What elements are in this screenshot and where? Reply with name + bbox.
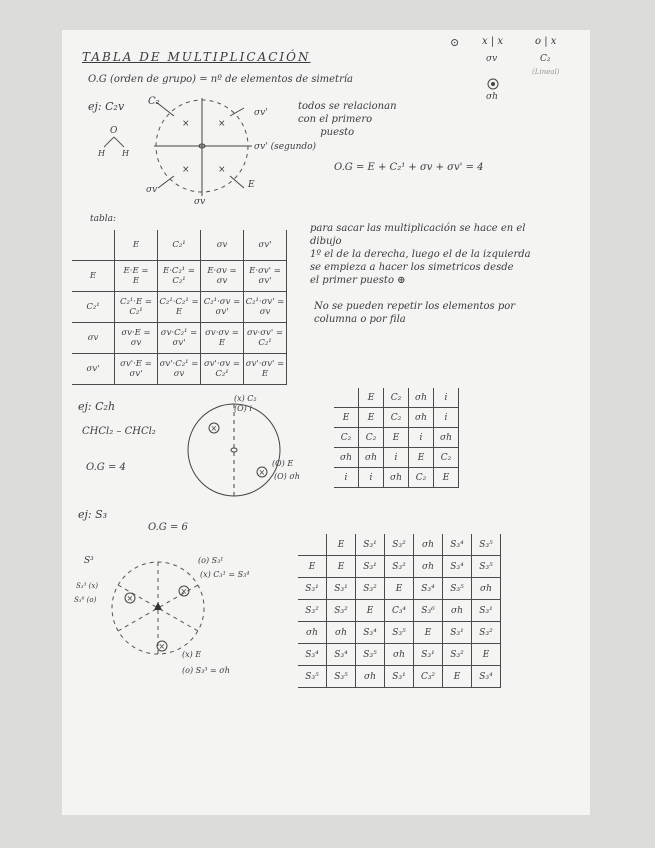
example2-label: ej: C₂h — [78, 400, 116, 413]
c2v-table-cell-0-0 — [72, 230, 115, 261]
c2h-table-cell-3-3: E — [409, 448, 434, 468]
c2v-table-cell-1-4: E·σv' = σv' — [244, 261, 287, 292]
c2h-table-cell-1-2: C₂ — [384, 408, 409, 428]
s3-table-cell-5-1: S₃⁴ — [327, 644, 356, 666]
c2v-table-cell-1-1: E·E = E — [115, 261, 158, 292]
notebook-page — [62, 30, 590, 815]
molecule-bonds — [100, 135, 130, 151]
c2h-table-row-1 — [334, 408, 459, 428]
s3-table-row-6 — [298, 666, 501, 688]
svg-text:×: × — [210, 424, 218, 433]
c2v-table-cell-4-1: σv'·E = σv' — [115, 354, 158, 385]
c2v-c2-label: C₂ — [148, 96, 160, 107]
s3-table-cell-1-6: S₃⁵ — [472, 556, 501, 578]
c2h-table-cell-2-4: σh — [434, 428, 459, 448]
corner-o-symbol: o | x — [535, 36, 557, 47]
multiplication-method-note: para sacar las multiplicación se hace en el dibujo 1º el de la derecha, luego el de la izquierda se empieza a hacer los simetricos desde el primer puesto ⊕ — [310, 223, 531, 286]
molecule-h1: H — [98, 149, 105, 158]
example2-og: O.G = 4 — [86, 462, 126, 473]
s3-table-cell-2-0: S₃¹ — [298, 578, 327, 600]
c2h-table-cell-0-1: E — [359, 388, 384, 408]
c2v-svprime-label: σv' — [254, 108, 268, 118]
c2h-table-cell-3-4: C₂ — [434, 448, 459, 468]
c2h-r2-label: (O) σh — [274, 472, 300, 481]
s3-table-cell-0-4: σh — [414, 534, 443, 556]
c2v-table-row-2 — [72, 292, 287, 323]
c2h-table-cell-1-0: E — [334, 408, 359, 428]
s3-table-cell-3-6: S₃¹ — [472, 600, 501, 622]
example2-formula: CHCl₂ – CHCl₂ — [82, 426, 156, 437]
c2v-sv-label: σv — [146, 185, 158, 195]
c2v-table-cell-1-2: E·C₂¹ = C₂¹ — [158, 261, 201, 292]
svg-text:×: × — [258, 468, 266, 477]
c2v-table-cell-0-2: C₂¹ — [158, 230, 201, 261]
c2h-table-cell-4-3: C₂ — [409, 468, 434, 488]
s3-table-cell-4-6: S₃² — [472, 622, 501, 644]
example3-label: ej: S₃ — [78, 508, 108, 521]
c2v-table-cell-4-4: σv'·σv' = E — [244, 354, 287, 385]
c2v-table-cell-3-1: σv·E = σv — [115, 323, 158, 354]
order-definition: O.G (orden de grupo) = nº de elementos de simetría — [88, 74, 354, 85]
c2h-diagram — [190, 402, 300, 502]
s3-table-cell-0-3: S₃² — [385, 534, 414, 556]
c2h-table-cell-4-2: σh — [384, 468, 409, 488]
c2h-table-row-2 — [334, 428, 459, 448]
page-title: TABLA DE MULTIPLICACIÓN — [82, 50, 311, 64]
molecule-h2: H — [122, 149, 129, 158]
example3-og: O.G = 6 — [148, 522, 188, 533]
c2v-table-cell-1-0: E — [72, 261, 115, 292]
c2h-table-cell-0-3: σh — [409, 388, 434, 408]
s3-table-cell-1-3: S₃² — [385, 556, 414, 578]
s3-r1-label: (o) S₃¹ — [198, 556, 224, 565]
c2h-table-cell-0-2: C₂ — [384, 388, 409, 408]
c2h-table-cell-3-1: σh — [359, 448, 384, 468]
s3-table-cell-6-1: S₃⁵ — [327, 666, 356, 688]
s3-table-cell-1-0: E — [298, 556, 327, 578]
molecule-o: O — [110, 126, 118, 136]
c2v-table-cell-4-0: σv' — [72, 354, 115, 385]
c2v-table-cell-2-1: C₂¹·E = C₂¹ — [115, 292, 158, 323]
c2h-table-cell-1-1: E — [359, 408, 384, 428]
c2h-table-row-3 — [334, 448, 459, 468]
c2v-table-cell-2-0: C₂¹ — [72, 292, 115, 323]
c2h-table-cell-0-0 — [334, 388, 359, 408]
s3-table-cell-6-2: σh — [356, 666, 385, 688]
corner-c2-note: (Lineal) — [532, 68, 560, 76]
corner-c2-label: C₂ — [540, 54, 551, 64]
s3-table-cell-4-4: E — [414, 622, 443, 644]
s3-table-cell-3-4: S₃⁶ — [414, 600, 443, 622]
c2v-table-cell-4-3: σv'·σv = C₂¹ — [201, 354, 244, 385]
s3-table-cell-6-6: S₃⁴ — [472, 666, 501, 688]
c2h-table-cell-2-3: i — [409, 428, 434, 448]
note-all-related: todos se relacionan con el primero puesto — [298, 101, 397, 138]
s3-table-cell-2-2: S₃² — [356, 578, 385, 600]
c2v-e-label: E — [248, 180, 255, 190]
c2h-table-cell-0-4: i — [434, 388, 459, 408]
s3-table-cell-3-1: S₃² — [327, 600, 356, 622]
c2h-r1-label: (O) E — [272, 459, 294, 468]
s3-table-cell-0-1: E — [327, 534, 356, 556]
s3-table-cell-2-6: σh — [472, 578, 501, 600]
corner-sh-label: σh — [486, 92, 498, 102]
s3-b1-label: (x) E — [182, 650, 202, 659]
c2v-table-cell-3-3: σv·σv = E — [201, 323, 244, 354]
s3-table-cell-0-0 — [298, 534, 327, 556]
corner-sv-label: σv — [486, 54, 498, 64]
s3-table-cell-1-2: S₃¹ — [356, 556, 385, 578]
s3-table-row-4 — [298, 622, 501, 644]
corner-circle-symbol: ⊙ — [450, 36, 460, 49]
repetition-rule-note: No se pueden repetir los elementos por columna o por fila — [314, 301, 516, 325]
s3-table-cell-4-3: S₃⁵ — [385, 622, 414, 644]
s3-table-cell-0-5: S₃⁴ — [443, 534, 472, 556]
s3-table-row-0 — [298, 534, 501, 556]
svg-text:×: × — [218, 165, 226, 175]
s3-table-cell-5-2: S₃⁵ — [356, 644, 385, 666]
c2h-table-cell-4-4: E — [434, 468, 459, 488]
c2v-svprime-plane-label: σv' (segundo) — [254, 142, 317, 152]
s3-table-cell-3-2: E — [356, 600, 385, 622]
s3-table-row-2 — [298, 578, 501, 600]
svg-text:×: × — [182, 165, 190, 175]
c2h-table-row-4 — [334, 468, 459, 488]
s3-table-cell-0-6: S₃⁵ — [472, 534, 501, 556]
s3-table-cell-0-2: S₃¹ — [356, 534, 385, 556]
s3-table-cell-5-3: σh — [385, 644, 414, 666]
s3-table-cell-4-0: σh — [298, 622, 327, 644]
s3-table-cell-3-3: C₃⁴ — [385, 600, 414, 622]
s3-table-cell-1-5: S₃⁴ — [443, 556, 472, 578]
s3-b2-label: (o) S₃³ = σh — [182, 666, 230, 675]
corner-x-symbol: x | x — [482, 36, 504, 47]
c2h-table-cell-4-0: i — [334, 468, 359, 488]
s3-table-cell-2-4: S₃⁴ — [414, 578, 443, 600]
c2v-table-row-1 — [72, 261, 287, 292]
s3-s2-label: S³ — [84, 556, 94, 566]
c2h-table-row-0 — [334, 388, 459, 408]
s3-table-cell-2-3: E — [385, 578, 414, 600]
c2h-table-cell-3-0: σh — [334, 448, 359, 468]
c2h-table-cell-1-4: i — [434, 408, 459, 428]
s3-table-cell-2-1: S₃¹ — [327, 578, 356, 600]
s3-table-cell-4-1: σh — [327, 622, 356, 644]
s3-multiplication-table — [298, 534, 501, 688]
s3-table-row-5 — [298, 644, 501, 666]
s3-table-cell-5-5: S₃² — [443, 644, 472, 666]
s3-l2-label: S₃⁶ (o) — [74, 596, 97, 604]
svg-text:×: × — [182, 119, 190, 129]
c2v-table-cell-1-3: E·σv = σv — [201, 261, 244, 292]
s3-table-cell-2-5: S₃⁵ — [443, 578, 472, 600]
c2v-multiplication-table — [72, 230, 287, 385]
c2v-table-cell-3-0: σv — [72, 323, 115, 354]
c2v-table-cell-2-4: C₂¹·σv' = σv — [244, 292, 287, 323]
c2h-table-cell-3-2: i — [384, 448, 409, 468]
s3-table-cell-5-6: E — [472, 644, 501, 666]
c2v-table-cell-2-2: C₂¹·C₂¹ = E — [158, 292, 201, 323]
s3-table-cell-5-4: S₃¹ — [414, 644, 443, 666]
c2v-table-row-4 — [72, 354, 287, 385]
svg-text:×: × — [126, 594, 134, 603]
s3-table-cell-4-5: S₃¹ — [443, 622, 472, 644]
c2v-table-cell-4-2: σv'·C₂¹ = σv — [158, 354, 201, 385]
s3-table-row-3 — [298, 600, 501, 622]
svg-text:×: × — [218, 119, 226, 129]
c2v-table-cell-0-1: E — [115, 230, 158, 261]
c2h-table-cell-2-1: C₂ — [359, 428, 384, 448]
s3-table-cell-6-5: E — [443, 666, 472, 688]
c2v-table-row-0 — [72, 230, 287, 261]
c2h-table-cell-2-2: E — [384, 428, 409, 448]
c2h-table-cell-1-3: σh — [409, 408, 434, 428]
c2h-top1-label: (x) C₂ — [234, 394, 257, 403]
c2v-table-cell-3-2: σv·C₂¹ = σv' — [158, 323, 201, 354]
svg-text:×: × — [158, 642, 166, 651]
s3-table-cell-1-1: E — [327, 556, 356, 578]
svg-text:×: × — [180, 587, 188, 596]
c2h-table-cell-2-0: C₂ — [334, 428, 359, 448]
s3-table-cell-5-0: S₃⁴ — [298, 644, 327, 666]
c2v-table-cell-2-3: C₂¹·σv = σv' — [201, 292, 244, 323]
s3-table-cell-3-0: S₃² — [298, 600, 327, 622]
c2v-table-cell-0-4: σv' — [244, 230, 287, 261]
example1-label: ej: C₂v — [88, 100, 125, 113]
s3-table-cell-6-3: S₃¹ — [385, 666, 414, 688]
s3-table-cell-6-4: C₃² — [414, 666, 443, 688]
c2h-top2-label: (O) i — [234, 404, 252, 413]
s3-table-cell-6-0: S₃⁵ — [298, 666, 327, 688]
s3-table-row-1 — [298, 556, 501, 578]
s3-table-cell-4-2: S₃⁴ — [356, 622, 385, 644]
c2v-sv-bottom-label: σv — [194, 197, 206, 207]
corner-sh-icon — [486, 78, 502, 92]
s3-table-cell-3-5: σh — [443, 600, 472, 622]
tabla-label: tabla: — [90, 214, 117, 224]
c2v-table-cell-3-4: σv·σv' = C₂¹ — [244, 323, 287, 354]
s3-table-cell-1-4: σh — [414, 556, 443, 578]
c2v-table-cell-0-3: σv — [201, 230, 244, 261]
c2v-table-row-3 — [72, 323, 287, 354]
s3-r2-label: (x) C₃¹ = S₃⁴ — [200, 570, 250, 579]
c2h-multiplication-table — [334, 388, 459, 488]
example1-og: O.G = E + C₂¹ + σv + σv' = 4 — [334, 162, 484, 173]
s3-l1-label: S₃³ (x) — [76, 582, 99, 590]
c2h-table-cell-4-1: i — [359, 468, 384, 488]
